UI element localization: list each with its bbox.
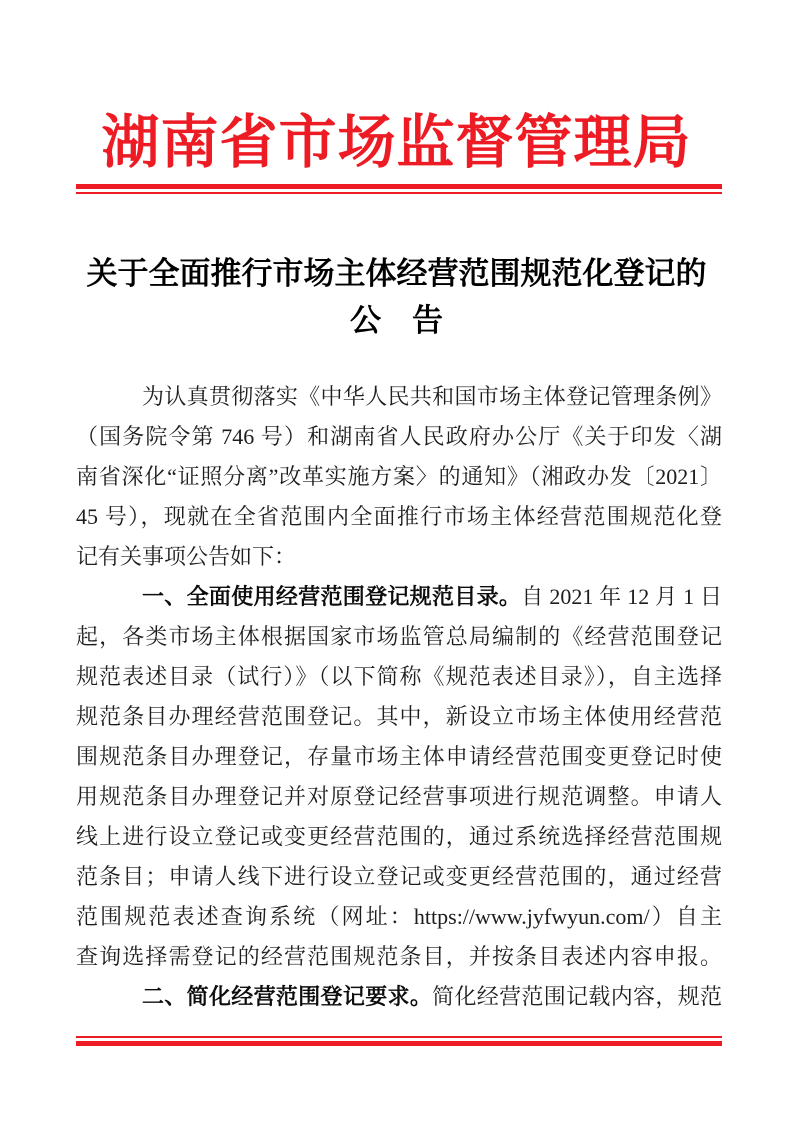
body-line: [76, 977, 722, 1017]
document-title-line-1: 关于全面推行市场主体经营范围规范化登记的: [86, 256, 707, 291]
body-line: [76, 377, 722, 417]
text-run: 线上进行设立登记或变更经营范围的，通过系统选择经营范围规: [76, 824, 722, 849]
text-run: 用规范条目办理登记并对原登记经营事项进行规范调整。申请人: [76, 784, 722, 809]
body-line: [76, 457, 722, 497]
text-run: 记有关事项公告如下：: [76, 544, 297, 569]
body-line: [76, 777, 722, 817]
document-title-line-2: 公 告: [350, 303, 443, 338]
text-run: 规范条目办理经营范围登记。其中，新设立市场主体使用经营范: [76, 704, 722, 729]
body-line: [76, 497, 722, 537]
body-line: [76, 697, 722, 737]
footer-rule-thick: [76, 1041, 722, 1046]
text-run: 南省深化“证照分离”改革实施方案〉的通知》（湘政办发〔2021〕: [76, 464, 722, 489]
header-rule-thick: [76, 184, 722, 189]
footer-rule-thin: [76, 1036, 722, 1038]
body-line: [76, 577, 722, 617]
agency-name: 湖南省市场监督管理局: [101, 110, 692, 175]
bold-heading-run: 一、全面使用经营范围登记规范目录。: [142, 584, 522, 609]
body-line: [76, 937, 722, 977]
body-line: [76, 817, 722, 857]
text-run: 为认真贯彻落实《中华人民共和国市场主体登记管理条例》: [142, 384, 722, 409]
body-line: [76, 617, 722, 657]
text-run: 自 2021 年 12 月 1 日: [521, 584, 722, 609]
body-line: [76, 897, 722, 937]
document-title: [40, 250, 753, 344]
text-run: （国务院令第 746 号）和湖南省人民政府办公厅《关于印发〈湖: [76, 424, 722, 449]
document-body: [76, 377, 722, 1017]
text-run: 起，各类市场主体根据国家市场监管总局编制的《经营范围登记: [76, 624, 722, 649]
text-run: 范条目；申请人线下进行设立登记或变更经营范围的，通过经营: [76, 864, 722, 889]
header-rule-thin: [76, 192, 722, 194]
text-run: 简化经营范围记载内容，规范: [432, 984, 722, 1009]
body-line: [76, 857, 722, 897]
text-run: 围规范条目办理登记，存量市场主体申请经营范围变更登记时使: [76, 744, 722, 769]
bold-heading-run: 二、简化经营范围登记要求。: [142, 984, 433, 1009]
body-line: [76, 537, 722, 577]
text-run: 规范表述目录（试行）》（以下简称《规范表述目录》），自主选择: [76, 664, 722, 689]
body-line: [76, 417, 722, 457]
text-run: 45 号），现就在全省范围内全面推行市场主体经营范围规范化登: [76, 504, 722, 529]
text-run: 查询选择需登记的经营范围规范条目，并按条目表述内容申报。: [76, 944, 722, 969]
body-line: [76, 737, 722, 777]
body-line: [76, 657, 722, 697]
text-run: 范围规范表述查询系统（网址：https://www.jyfwyun.com/）自主: [76, 904, 722, 929]
